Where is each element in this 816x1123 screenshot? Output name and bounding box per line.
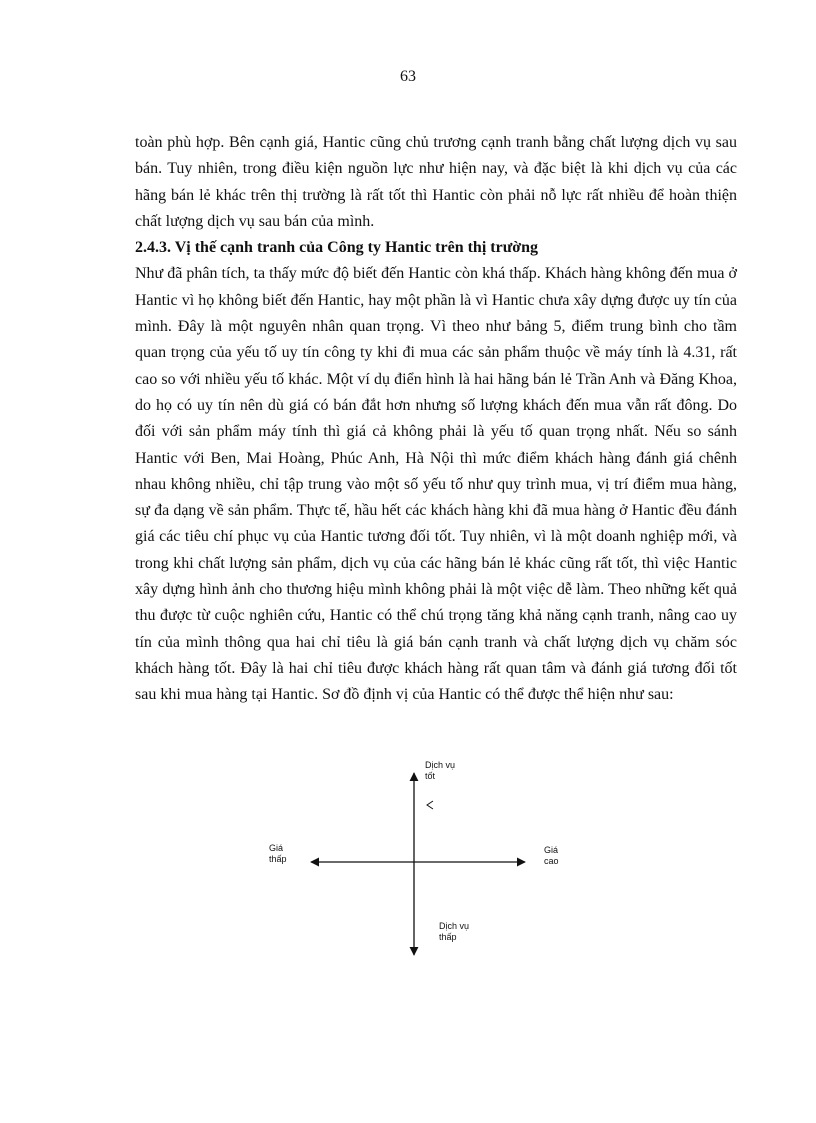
right-axis-label [544,845,559,867]
top-label-line-2: tốt [425,771,436,781]
positioning-diagram [255,755,575,970]
left-label-line-1: Giá [269,843,284,853]
hantic-position-marker [427,801,433,809]
top-label-line-1: Dịch vụ [425,760,456,770]
right-label-line-1: Giá [544,845,559,855]
bottom-label-line-1: Dịch vụ [439,921,470,931]
paragraph-1: toàn phù hợp. Bên cạnh giá, Hantic cũng chủ trương cạnh tranh bằng chất lượng dịch vụ sau bán. Tuy nhiên, trong điều kiện nguồn lực như hiện nay, và đặc biệt là khi dịch vụ của các hãng bán lẻ khác trên thị trường là rất tốt thì Hantic còn phải nỗ lực rất nhiều để hoàn thiện chất lượng dịch vụ sau bán của mình. [135,134,737,230]
bottom-axis-label [439,921,469,943]
right-label-line-2: cao [544,856,559,866]
paragraph-2: Như đã phân tích, ta thấy mức độ biết đến Hantic còn khá thấp. Khách hàng không đến mua ở Hantic vì họ không biết đến Hantic, hay một phần là vì Hantic chưa xây dựng được uy tín của mình. Đây là một nguyên nhân quan trọng. Vì theo như bảng 5, điểm trung bình cho tầm quan trọng của yếu tố uy tín công ty khi đi mua các sản phẩm thuộc về máy tính là 4.31, rất cao so với nhiều yếu tố khác. Một ví dụ điển hình là hai hãng bán lẻ Trần Anh và Đăng Khoa, do họ có uy tín nên dù giá có bán đắt hơn nhưng số lượng khách đến mua vẫn rất đông. Do đối với sản phẩm máy tính thì giá cả không phải là yếu tố quan trọng nhất. Nếu so sánh Hantic với Ben, Mai Hoàng, Phúc Anh, Hà Nội thì mức điểm khách hàng đánh giá chênh nhau không nhiều, chỉ tập trung vào một số yếu tố như quy trình mua, vị trí điểm mua hàng, sự đa dạng về sản phẩm. Thực tế, hầu hết các khách hàng khi đã mua hàng ở Hantic đều đánh giá các tiêu chí phục vụ của Hantic tương đối tốt. Tuy nhiên, vì là một doanh nghiệp mới, và trong khi chất lượng sản phẩm, dịch vụ của các hãng bán lẻ khác cũng rất tốt, thì việc Hantic xây dựng hình ảnh cho thương hiệu mình không phải là một việc dễ làm. Theo những kết quả thu được từ cuộc nghiên cứu, Hantic có thể chú trọng tăng khả năng cạnh tranh, nâng cao uy tín của mình thông qua hai chỉ tiêu là giá bán cạnh tranh và chất lượng dịch vụ chăm sóc khách hàng tốt. Đây là hai chỉ tiêu được khách hàng rất quan tâm và đánh giá tương đối tốt sau khi mua hàng tại Hantic. Sơ đồ định vị của Hantic có thể được thể hiện như sau: [135,265,737,704]
section-heading: 2.4.3. Vị thế cạnh tranh của Công ty Hantic trên thị trường [135,239,539,257]
bottom-label-line-2: thấp [439,932,457,942]
left-axis-label [269,843,287,865]
top-axis-label [425,760,455,782]
left-label-line-2: thấp [269,854,287,864]
page-number: 63 [400,68,416,85]
positioning-axes [255,755,575,970]
document-body [135,130,737,709]
